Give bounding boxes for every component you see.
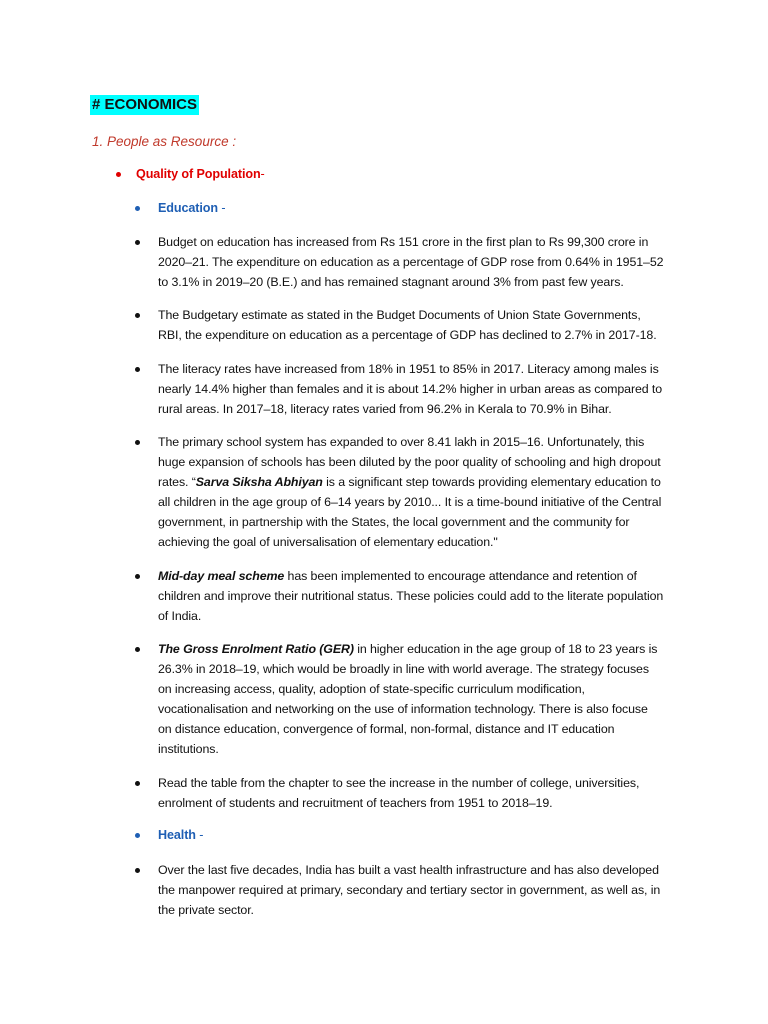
quality-label bbox=[136, 165, 642, 183]
health-label-text: Health bbox=[158, 828, 196, 842]
bullet-dot-icon bbox=[116, 172, 121, 177]
heading-text: # ECONOMICS bbox=[92, 96, 198, 113]
bullet-dot-icon bbox=[135, 781, 140, 786]
bullet-dot-icon bbox=[135, 833, 140, 838]
mid-day-meal-scheme: Mid-day meal scheme bbox=[158, 569, 285, 583]
paragraph-literacy: The literacy rates have increased from 18% in 1951 to 85% in 2017. Literacy among males is nearly 14.4% higher than females and it is about 14.2% higher in urban areas as compared to rural areas. In 2017–18, literacy rates varied from 96.2% in Kerala to 70.9% in Bihar. bbox=[158, 362, 663, 416]
gross-enrolment-ratio: The Gross Enrolment Ratio (GER) bbox=[158, 642, 354, 656]
sarva-siksha-abhiyan: Sarva Siksha Abhiyan bbox=[195, 475, 323, 489]
bullet-dot-icon bbox=[135, 367, 140, 372]
primary-school-text-continued: is a significant step towards providing elementary education to all children in the age group of 6–14 years by 2010... It is a time-bound initiative of the Central government, in partnership with the States, the local government and the community for achieving the goal of universalisation of elementary education." bbox=[158, 475, 662, 549]
bullet-dot-icon bbox=[135, 313, 140, 318]
bullet-dot-icon bbox=[135, 440, 140, 445]
paragraph-budgetary-estimate: The Budgetary estimate as stated in the Budget Documents of Union State Governments, RBI, the expenditure on education as a percentage of GDP has declined to 2.7% in 2017-18. bbox=[158, 308, 657, 342]
paragraph-mid-day-meal bbox=[158, 566, 664, 626]
quality-label-text: Quality of Population bbox=[136, 167, 261, 181]
primary-school-text: The primary school system has expanded to over 8.41 lakh in 2015–16. Unfortunately, this huge expansion of schools has been diluted by the poor quality of schooling and high dropout rates. “ bbox=[158, 435, 661, 489]
education-label-text: Education bbox=[158, 201, 218, 215]
bullet-dot-icon bbox=[135, 647, 140, 652]
health-label bbox=[158, 826, 664, 844]
paragraph-gross-enrolment bbox=[158, 639, 664, 759]
bullet-dot-icon bbox=[135, 574, 140, 579]
bullet-dot-icon bbox=[135, 206, 140, 211]
bullet-dot-icon bbox=[135, 868, 140, 873]
section-title bbox=[92, 133, 236, 151]
section-title-text: 1. People as Resource : bbox=[92, 134, 237, 149]
health-suffix: - bbox=[195, 828, 204, 842]
paragraph-budget: Budget on education has increased from Rs 151 crore in the first plan to Rs 99,300 crore in 2020–21. The expenditure on education as a percentage of GDP rose from 0.64% in 1951–52 to 3.1% in 2019–20 (B.E.) and has remained stagnant around 3% from past few years. bbox=[158, 235, 664, 289]
page-heading bbox=[90, 95, 199, 115]
paragraph-primary-school bbox=[158, 432, 664, 552]
mid-day-meal-text: has been implemented to encourage attendance and retention of children and improve their nutritional status. These policies could add to the literate population of India. bbox=[158, 569, 664, 623]
paragraph-read-table: Read the table from the chapter to see the increase in the number of college, universities, enrolment of students and recruitment of teachers from 1951 to 2018–19. bbox=[158, 776, 640, 810]
quality-suffix: - bbox=[260, 167, 265, 181]
education-label bbox=[158, 199, 664, 217]
gross-enrolment-text: in higher education in the age group of 18 to 23 years is 26.3% in 2018–19, which would be broadly in line with world average. The strategy focuses on increasing access, quality, adoption of state-specific curriculum modification, vocationalisation and networking on the use of information technology. There is also focuse on distance education, convergence of formal, non-formal, distance and IT education institutions. bbox=[158, 642, 658, 756]
paragraph-health-infrastructure: Over the last five decades, India has built a vast health infrastructure and has also developed the manpower required at primary, secondary and tertiary sector in government, as well as, in the private sector. bbox=[158, 863, 661, 917]
bullet-dot-icon bbox=[135, 240, 140, 245]
education-suffix: - bbox=[217, 201, 226, 215]
